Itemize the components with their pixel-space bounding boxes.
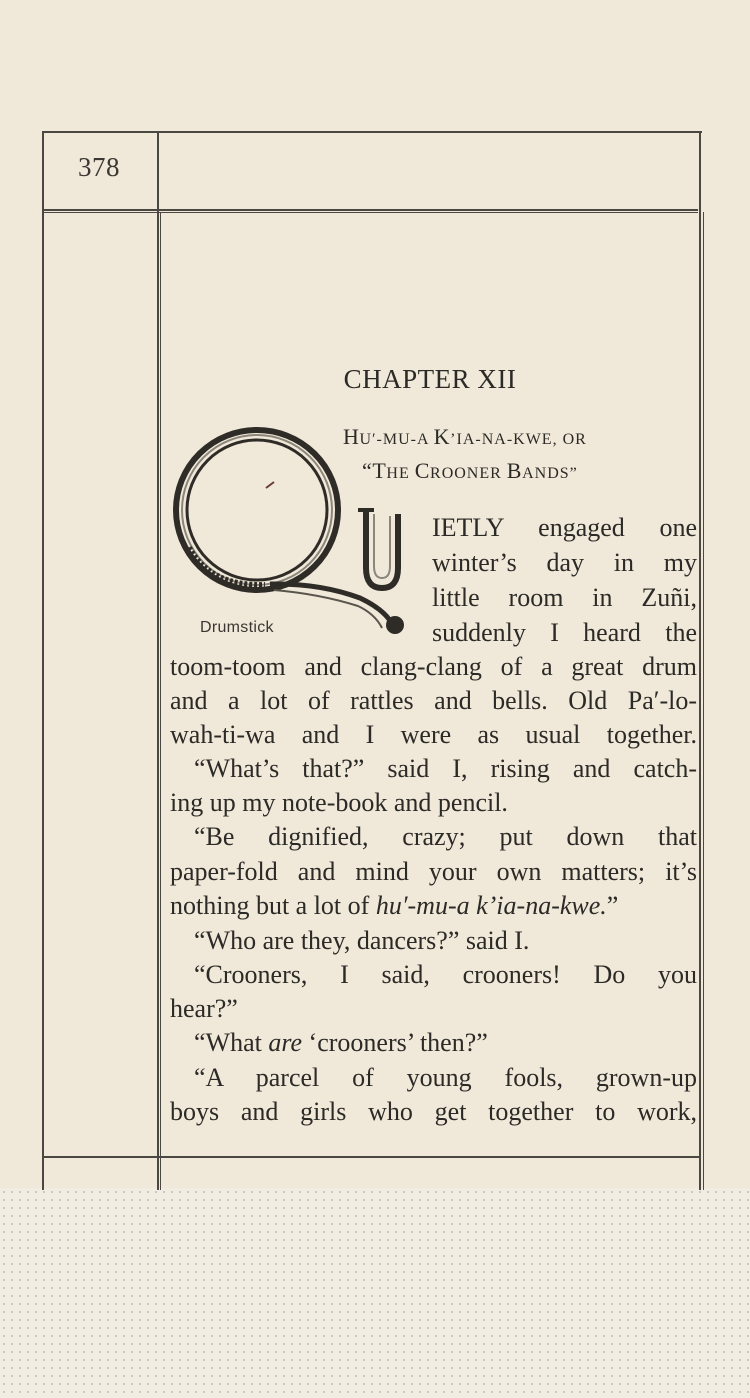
frame-top-rule bbox=[42, 131, 702, 133]
chapter-title-line-2: “THE CROONER BANDS” bbox=[362, 458, 578, 483]
frame-header-rule bbox=[42, 209, 698, 211]
body-line-15: hear?” bbox=[170, 994, 238, 1023]
body-line-14: “Crooners, I said, crooners! Do you bbox=[194, 960, 697, 989]
body-line-7: wah-ti-wa and I were as usual together. bbox=[170, 720, 697, 749]
body-line-8: “What’s that?” said I, rising and catch- bbox=[194, 754, 697, 783]
frame-bottom-rule bbox=[44, 1156, 700, 1158]
illustration-caption: Drumstick bbox=[200, 619, 274, 636]
frame-right-rule-2 bbox=[703, 212, 704, 1190]
chapter-heading: CHAPTER XII bbox=[343, 364, 517, 394]
body-line-1: IETLY engaged one bbox=[432, 513, 697, 542]
chapter-title-line-1: HU′-MU-A K’IA-NA-KWE, OR bbox=[343, 424, 587, 449]
page-number: 378 bbox=[78, 152, 120, 182]
frame-mid-rule-2 bbox=[160, 212, 161, 1190]
frame-mid-rule bbox=[157, 131, 159, 1190]
body-line-9: ing up my note-book and pencil. bbox=[170, 788, 508, 817]
body-line-2: winter’s day in my bbox=[432, 548, 697, 577]
body-line-6: and a lot of rattles and bells. Old Pa′-lo- bbox=[170, 686, 697, 715]
body-line-13: “Who are they, dancers?” said I. bbox=[194, 926, 530, 955]
body-line-4: suddenly I heard the bbox=[432, 618, 697, 647]
dotted-background bbox=[0, 1188, 750, 1398]
body-line-18: boys and girls who get together to work, bbox=[170, 1097, 697, 1126]
body-line-3: little room in Zuñi, bbox=[432, 583, 697, 612]
drumstick-illustration bbox=[170, 418, 410, 643]
body-line-10: “Be dignified, crazy; put down that bbox=[194, 822, 697, 851]
frame-right-rule bbox=[699, 131, 701, 1190]
frame-left-rule bbox=[42, 131, 44, 1190]
body-line-17: “A parcel of young fools, grown-up bbox=[194, 1063, 697, 1092]
body-line-16: “What are ‘crooners’ then?” bbox=[194, 1028, 488, 1057]
body-line-11: paper-fold and mind your own matters; it’s bbox=[170, 857, 697, 886]
frame-header-rule-2 bbox=[42, 212, 698, 213]
body-line-5: toom-toom and clang-clang of a great drum bbox=[170, 652, 697, 681]
body-line-12: nothing but a lot of hu′-mu-a k’ia-na-kwe.” bbox=[170, 891, 619, 920]
